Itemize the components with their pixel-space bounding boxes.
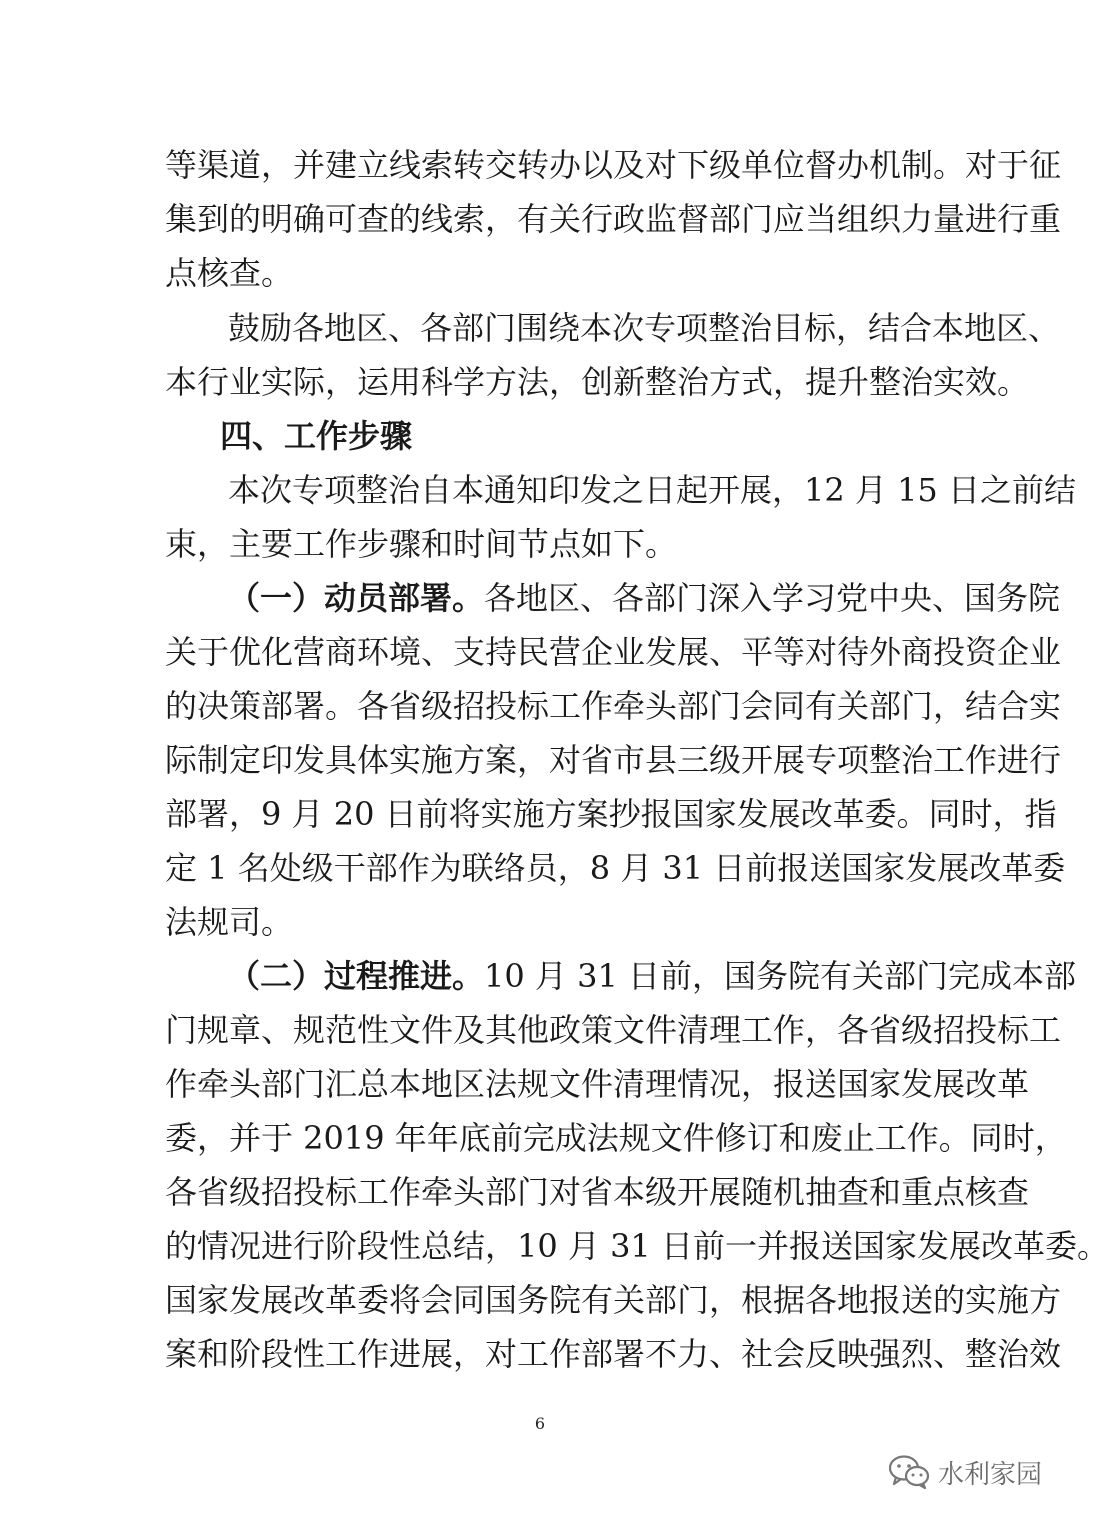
text-run: 各地区、各部门深入学习党中央、国务院 (484, 579, 1061, 617)
text-run: 10 月 31 日前，国务院有关部门完成本部 (484, 957, 1076, 995)
text-line: 国家发展改革委将会同国务院有关部门，根据各地报送的实施方 (165, 1281, 1062, 1319)
text-line: 鼓励各地区、各部门围绕本次专项整治目标，结合本地区、 (228, 309, 1061, 347)
text-line (228, 949, 1076, 1003)
text-line: 部署，9 月 20 日前将实施方案抄报国家发展改革委。同时，指 (165, 795, 1057, 833)
text-line: 门规章、规范性文件及其他政策文件清理工作，各省级招投标工 (165, 1011, 1062, 1049)
text-line: 的决策部署。各省级招投标工作牵头部门会同有关部门，结合实 (165, 687, 1062, 725)
text-line: 委，并于 2019 年年底前完成法规文件修订和废止工作。同时， (165, 1119, 1067, 1157)
text-line: 等渠道，并建立线索转交转办以及对下级单位督办机制。对于征 (165, 146, 1062, 184)
section-heading: 四、工作步骤 (220, 417, 413, 455)
text-line: 定 1 名处级干部作为联络员，8 月 31 日前报送国家发展改革委 (165, 849, 1066, 887)
text-line: 点核查。 (165, 254, 294, 292)
page-number: 6 (534, 1414, 546, 1433)
text-line: 际制定印发具体实施方案，对省市县三级开展专项整治工作进行 (165, 741, 1062, 779)
text-line: 束，主要工作步骤和时间节点如下。 (165, 525, 678, 563)
step-1-heading: （一）动员部署。 (228, 579, 485, 617)
text-line: 案和阶段性工作进展，对工作部署不力、社会反映强烈、整治效 (165, 1335, 1062, 1373)
step-2-heading: （二）过程推进。 (228, 957, 485, 995)
text-line: 关于优化营商环境、支持民营企业发展、平等对待外商投资企业 (165, 633, 1062, 671)
text-line: 各省级招投标工作牵头部门对省本级开展随机抽查和重点核查 (165, 1173, 1030, 1211)
text-line: 的情况进行阶段性总结，10 月 31 日前一并报送国家发展改革委。 (165, 1227, 1109, 1265)
wechat-icon (888, 1454, 930, 1490)
text-line: 作牵头部门汇总本地区法规文件清理情况，报送国家发展改革 (165, 1065, 1030, 1103)
text-line: 法规司。 (165, 903, 294, 941)
text-line: 本次专项整治自本通知印发之日起开展，12 月 15 日之前结 (228, 471, 1076, 509)
text-line (228, 571, 1061, 625)
watermark (888, 1452, 1042, 1492)
text-line: 本行业实际，运用科学方法，创新整治方式，提升整治实效。 (165, 363, 1030, 401)
watermark-text: 水利家园 (937, 1459, 1042, 1490)
text-line: 集到的明确可查的线索，有关行政监督部门应当组织力量进行重 (165, 200, 1062, 238)
